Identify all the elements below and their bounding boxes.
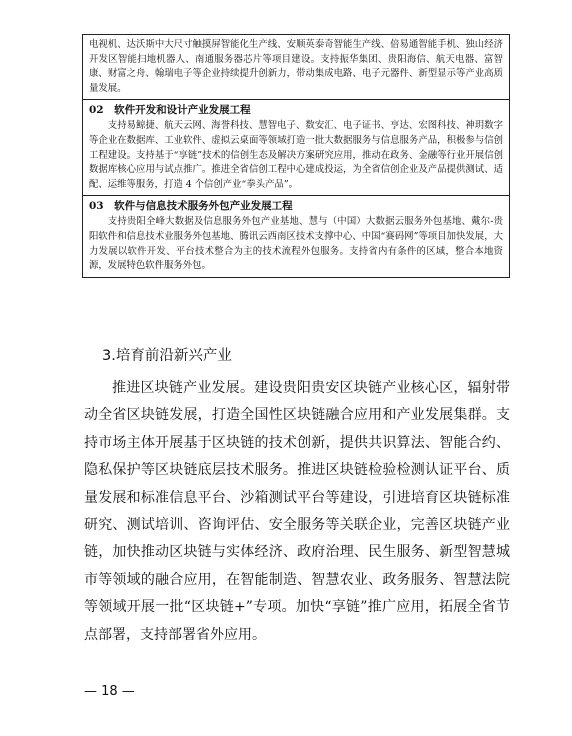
table-cell-text: 电视机、达沃斯中大尺寸触摸屏智能化生产线、安顺英泰奇智能生产线、倍易通智能手机、独山经济开发区智能扫地机器人、南通服务器芯片等项目建设。支持振华集团、贵阳海信、航天电器、富智康、财富之舟、翰瑞电子等企业持续提升创新力，带动集成电路、电子元器件、新型显示等产业高质量发展。 — [89, 39, 503, 94]
table-cell-outsourcing — [83, 195, 509, 276]
table-cell-software-dev — [83, 99, 509, 195]
table-cell-title: 02 软件开发和设计产业发展工程 — [89, 104, 251, 117]
table-cell-intro — [83, 35, 509, 99]
table-cell-title: 03 软件与信息技术服务外包产业发展工程 — [89, 200, 293, 213]
page-number: — 18 — — [84, 684, 135, 699]
section-heading: 3.培育前沿新兴产业 — [102, 348, 232, 364]
table-cell-text: 支持贵阳全峰大数据及信息服务外包产业基地、慧与（中国）大数据云服务外包基地、戴尔-贵阳软件和信息技术业服务外包基地、腾讯云西南区技术支撑中心、中国“赛码网”等项目加快发展，大力发展以软件开发、平台技术整合为主的技术流程外包服务。支持省内有条件的区域，整合本地资源，发展特色软件服务外包。 — [89, 216, 503, 272]
project-table — [82, 34, 510, 278]
table-cell-text: 支持易鲸捷、航天云网、海誉科技、慧智电子、数安汇、电子证书、亨达、宏图科技、神玥数字等企业在数据库、工业软件、虚拟云桌面等领域打造一批大数据服务与信息服务产品，积极参与信创工程建设。支持基于“享链”技术的信创生态及解决方案研究应用，推动在政务、金融等行业开展信创数据库核心应用与试点推广。推进全省信创工程中心建成投运，为全省信创企业及产品提供测试、适配、运维等服务，打造 4 个信创产业“拳头产品”。 — [89, 120, 503, 190]
body-paragraph: 推进区块链产业发展。建设贵阳贵安区块链产业核心区，辐射带动全省区块链发展，打造全国性区块链融合应用和产业发展集群。支持市场主体开展基于区块链的技术创新，提供共识算法、智能合约、隐私保护等区块链底层技术服务。推进区块链检验检测认证平台、质量发展和标准信息平台、沙箱测试平台等建设，引进培育区块链标准研究、测试培训、咨询评估、安全服务等关联企业，完善区块链产业链，加快推动区块链与实体经济、政府治理、民生服务、新型智慧城市等领域的融合应用，在智能制造、智慧农业、政务服务、智慧法院等领域开展一批“区块链+”专项。加快“享链”推广应用，拓展全省节点部署，支持部署省外应用。 — [84, 380, 510, 643]
